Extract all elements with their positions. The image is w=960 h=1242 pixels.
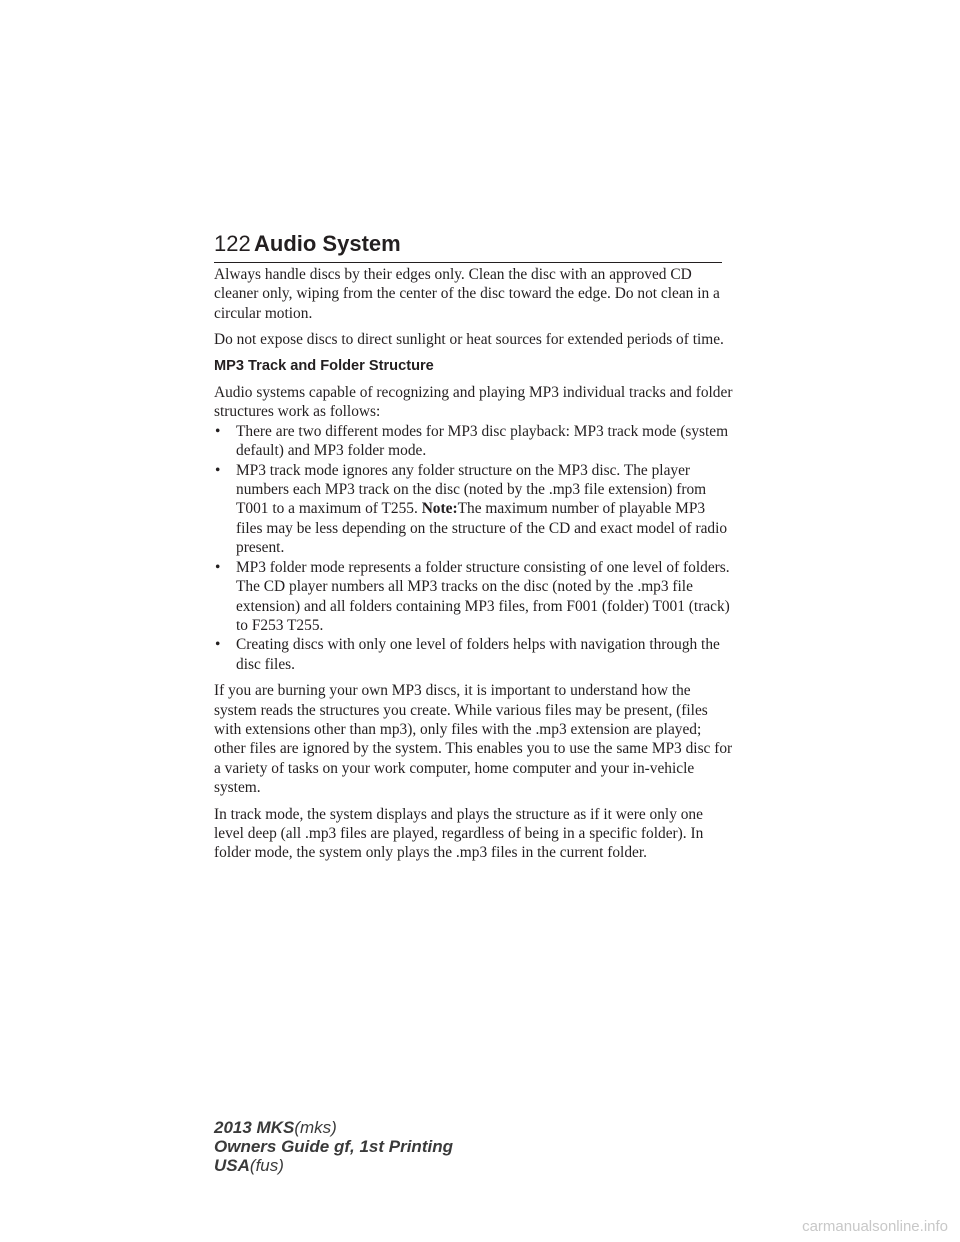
bullet-icon: •: [215, 422, 221, 440]
page-body: [214, 265, 734, 870]
bullet-text: There are two different modes for MP3 disc playback: MP3 track mode (system default) and MP3 folder mode.: [236, 422, 729, 460]
footer: [214, 1118, 453, 1175]
footer-market: USA: [214, 1156, 250, 1175]
paragraph-track-folder-mode: In track mode, the system displays and plays the structure as if it were only one level deep (all .mp3 files are played, regardless of being in a specific folder). In folder mode, the system only plays the .mp3 files in the current folder.: [214, 805, 704, 862]
list-item: [214, 422, 734, 461]
bullet-icon: •: [215, 461, 221, 479]
bullet-text: MP3 track mode ignores any folder structure on the MP3 disc. The player numbers each MP3 track on the disc (noted by the .mp3 file extension) from T001 to a maximum of T255.: [236, 461, 707, 518]
list-item: [214, 558, 734, 636]
list-item: [214, 461, 734, 558]
footer-guide-edition: Owners Guide gf, 1st Printing: [214, 1137, 453, 1156]
footer-model: 2013 MKS: [214, 1118, 295, 1137]
footer-line-model: [214, 1118, 453, 1137]
footer-market-code: (fus): [249, 1156, 284, 1175]
note-text: The maximum number of playable MP3 files may be less depending on the structure of the CD and exact model of radio present.: [236, 500, 728, 557]
bullet-list: [214, 422, 734, 674]
note-label: Note:: [421, 500, 458, 518]
bullet-text: Creating discs with only one level of folders helps with navigation through the disc files.: [236, 636, 720, 673]
page-header: [214, 228, 722, 263]
paragraph-sunlight-warning: Do not expose discs to direct sunlight or heat sources for extended periods of time.: [214, 331, 724, 349]
list-item: [214, 635, 734, 674]
footer-line-market: [214, 1156, 453, 1175]
bullet-text: MP3 folder mode represents a folder structure consisting of one level of folders. The CD player numbers all MP3 tracks on the disc (noted by the .mp3 file extension) and all folders containing MP3 files, from F001 (folder) T001 (track) to F253 T255.: [236, 558, 730, 634]
subheading-mp3-structure: MP3 Track and Folder Structure: [214, 357, 434, 374]
paragraph-disc-handling: Always handle discs by their edges only. Clean the disc with an approved CD cleaner only, wiping from the center of the disc toward the edge. Do not clean in a circular motion.: [214, 266, 720, 322]
paragraph-intro: Audio systems capable of recognizing and playing MP3 individual tracks and folder structures work as follows:: [214, 384, 733, 421]
section-title: Audio System: [254, 231, 401, 256]
footer-model-code: (mks): [294, 1118, 337, 1137]
page-number: 122: [214, 231, 251, 256]
paragraph-burning-discs: If you are burning your own MP3 discs, it is important to understand how the system reads the structures you create. While various files may be present, (files with extensions other than mp3), only files with the .mp3 extension are played; other files are ignored by the system. This enables you to use the same MP3 disc for a variety of tasks on your work computer, home computer and your in-vehicle system.: [214, 682, 733, 797]
watermark: carmanualsonline.info: [802, 1218, 948, 1235]
bullet-icon: •: [215, 636, 221, 654]
bullet-icon: •: [215, 558, 221, 576]
